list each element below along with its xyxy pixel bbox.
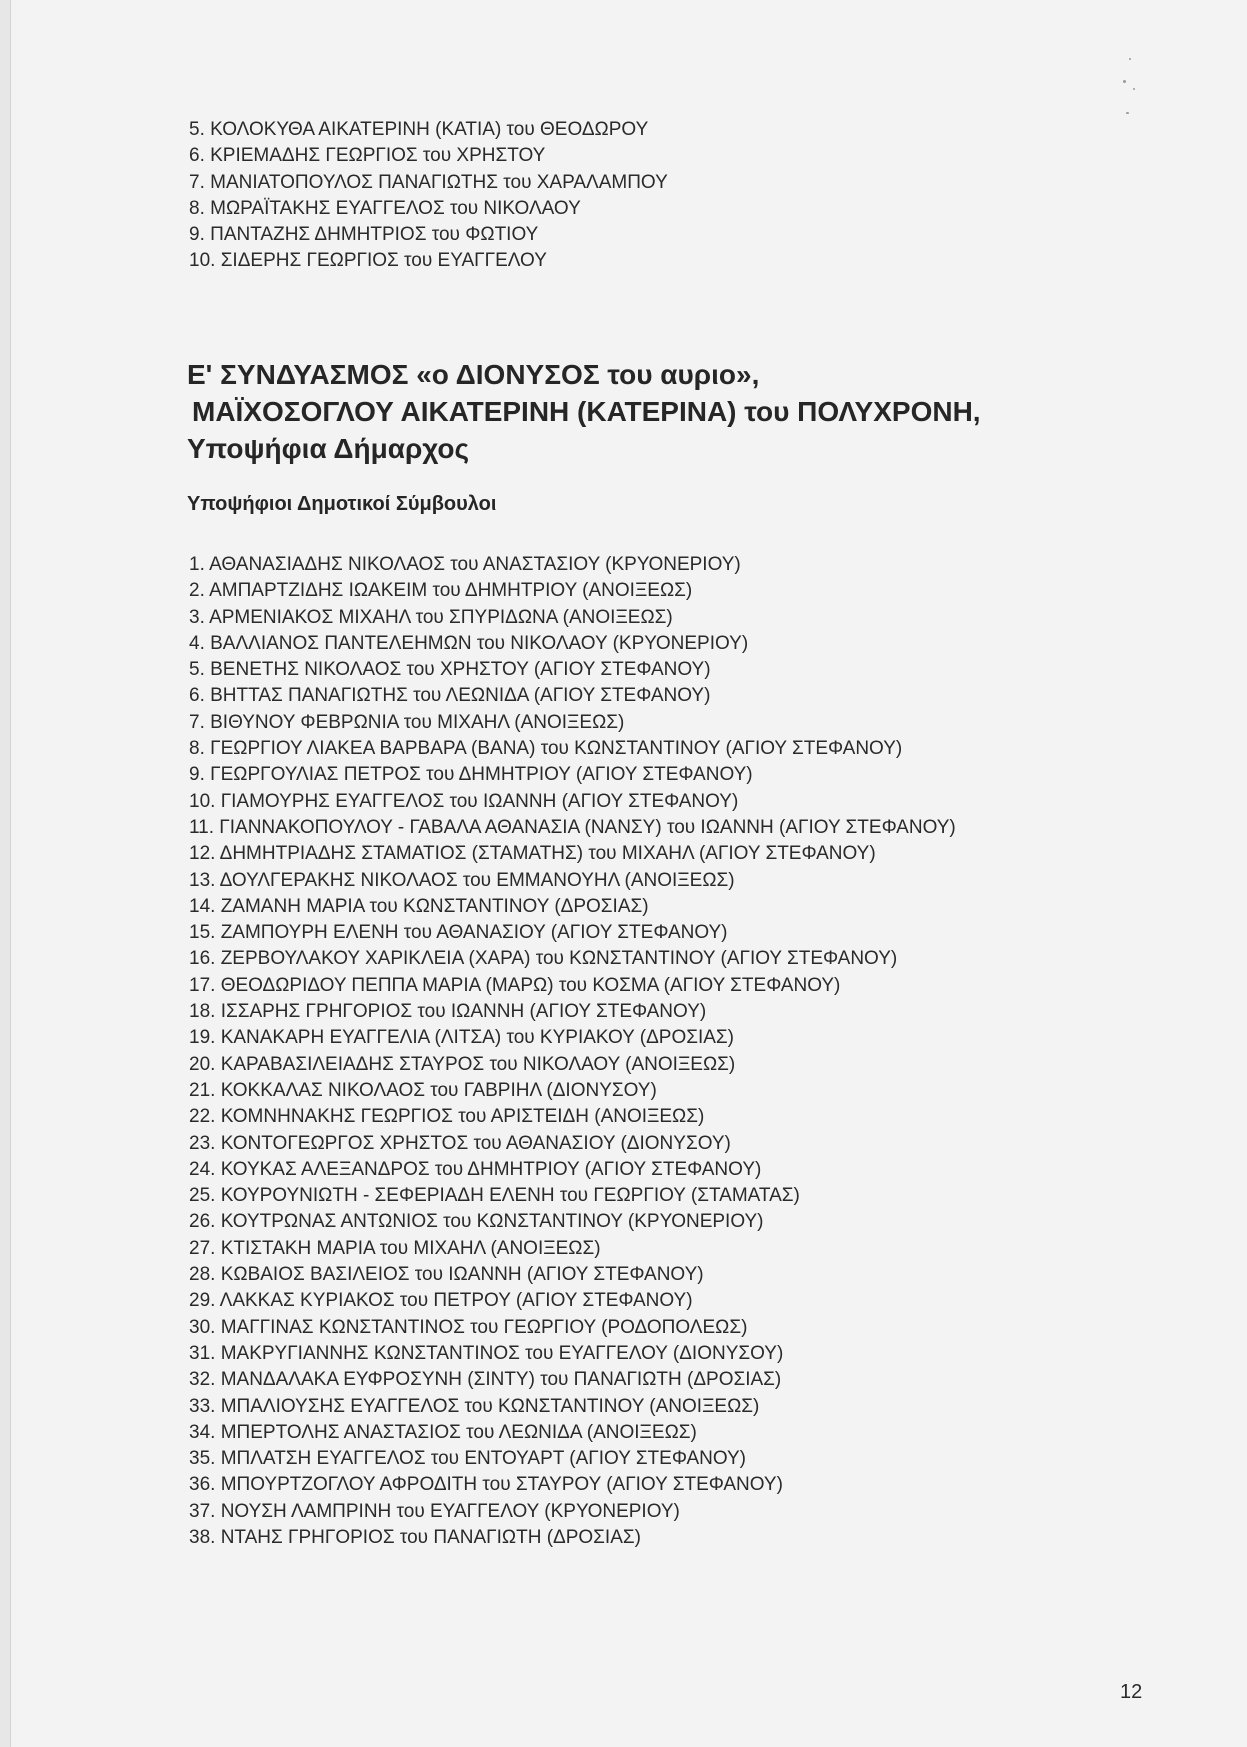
list-item: 28. ΚΩΒΑΙΟΣ ΒΑΣΙΛΕΙΟΣ του ΙΩΑΝΝΗ (ΑΓΙΟΥ ΣΤΕΦΑΝΟΥ) xyxy=(189,1264,704,1286)
list-item: 29. ΛΑΚΚΑΣ ΚΥΡΙΑΚΟΣ του ΠΕΤΡΟΥ (ΑΓΙΟΥ ΣΤΕΦΑΝΟΥ) xyxy=(189,1290,693,1312)
list-item: 1. ΑΘΑΝΑΣΙΑΔΗΣ ΝΙΚΟΛΑΟΣ του ΑΝΑΣΤΑΣΙΟΥ (ΚΡΥΟΝΕΡΙΟΥ) xyxy=(189,554,741,575)
list-item: 21. ΚΟΚΚΑΛΑΣ ΝΙΚΟΛΑΟΣ του ΓΑΒΡΙΗΛ (ΔΙΟΝΥΣΟΥ) xyxy=(189,1079,657,1101)
document-page xyxy=(10,0,1247,1747)
list-item: 10. ΓΙΑΜΟΥΡΗΣ ΕΥΑΓΓΕΛΟΣ του ΙΩΑΝΝΗ (ΑΓΙΟΥ ΣΤΕΦΑΝΟΥ) xyxy=(189,790,739,812)
list-item: 6. ΒΗΤΤΑΣ ΠΑΝΑΓΙΩΤΗΣ του ΛΕΩΝΙΔΑ (ΑΓΙΟΥ ΣΤΕΦΑΝΟΥ) xyxy=(189,685,711,707)
list-item: 7. ΒΙΘΥΝΟΥ ΦΕΒΡΩΝΙΑ του ΜΙΧΑΗΛ (ΑΝΟΙΞΕΩΣ) xyxy=(189,711,625,733)
list-item: 16. ΖΕΡΒΟΥΛΑΚΟΥ ΧΑΡΙΚΛΕΙΑ (ΧΑΡΑ) του ΚΩΝΣΤΑΝΤΙΝΟΥ (ΑΓΙΟΥ ΣΤΕΦΑΝΟΥ) xyxy=(189,948,898,970)
list-item: 12. ΔΗΜΗΤΡΙΑΔΗΣ ΣΤΑΜΑΤΙΟΣ (ΣΤΑΜΑΤΗΣ) του ΜΙΧΑΗΛ (ΑΓΙΟΥ ΣΤΕΦΑΝΟΥ) xyxy=(189,843,876,865)
list-item: 9. ΓΕΩΡΓΟΥΛΙΑΣ ΠΕΤΡΟΣ του ΔΗΜΗΤΡΙΟΥ (ΑΓΙΟΥ ΣΤΕΦΑΝΟΥ) xyxy=(189,764,753,786)
list-item: 8. ΓΕΩΡΓΙΟΥ ΛΙΑΚΕΑ ΒΑΡΒΑΡΑ (ΒΑΝΑ) του ΚΩΝΣΤΑΝΤΙΝΟΥ (ΑΓΙΟΥ ΣΤΕΦΑΝΟΥ) xyxy=(189,738,903,760)
list-item: 7. ΜΑΝΙΑΤΟΠΟΥΛΟΣ ΠΑΝΑΓΙΩΤΗΣ του ΧΑΡΑΛΑΜΠΟΥ xyxy=(189,171,668,193)
page-number: 12 xyxy=(1120,1681,1143,1703)
list-item: 25. ΚΟΥΡΟΥΝΙΩΤΗ - ΣΕΦΕΡΙΑΔΗ ΕΛΕΝΗ του ΓΕΩΡΓΙΟΥ (ΣΤΑΜΑΤΑΣ) xyxy=(189,1185,800,1207)
list-item: 36. ΜΠΟΥΡΤΖΟΓΛΟΥ ΑΦΡΟΔΙΤΗ του ΣΤΑΥΡΟΥ (ΑΓΙΟΥ ΣΤΕΦΑΝΟΥ) xyxy=(189,1474,783,1496)
list-item: 26. ΚΟΥΤΡΩΝΑΣ ΑΝΤΩΝΙΟΣ του ΚΩΝΣΤΑΝΤΙΝΟΥ (ΚΡΥΟΝΕΡΙΟΥ) xyxy=(189,1211,764,1233)
list-item: 15. ΖΑΜΠΟΥΡΗ ΕΛΕΝΗ του ΑΘΑΝΑΣΙΟΥ (ΑΓΙΟΥ ΣΤΕΦΑΝΟΥ) xyxy=(189,922,728,944)
list-item: 32. ΜΑΝΔΑΛΑΚΑ ΕΥΦΡΟΣΥΝΗ (ΣΙΝΤΥ) του ΠΑΝΑΓΙΩΤΗ (ΔΡΟΣΙΑΣ) xyxy=(189,1369,782,1391)
list-item: 8. ΜΩΡΑΪΤΑΚΗΣ ΕΥΑΓΓΕΛΟΣ του ΝΙΚΟΛΑΟΥ xyxy=(189,197,581,219)
list-item: 22. ΚΟΜΝΗΝΑΚΗΣ ΓΕΩΡΓΙΟΣ του ΑΡΙΣΤΕΙΔΗ (ΑΝΟΙΞΕΩΣ) xyxy=(189,1106,705,1128)
list-item: 31. ΜΑΚΡΥΓΙΑΝΝΗΣ ΚΩΝΣΤΑΝΤΙΝΟΣ του ΕΥΑΓΓΕΛΟΥ (ΔΙΟΝΥΣΟΥ) xyxy=(189,1342,784,1364)
councillor-candidates-list xyxy=(189,552,956,1551)
list-item: 3. ΑΡΜΕΝΙΑΚΟΣ ΜΙΧΑΗΛ του ΣΠΥΡΙΔΩΝΑ (ΑΝΟΙΞΕΩΣ) xyxy=(189,606,673,628)
list-item: 2. ΑΜΠΑΡΤΖΙΔΗΣ ΙΩΑΚΕΙΜ του ΔΗΜΗΤΡΙΟΥ (ΑΝΟΙΞΕΩΣ) xyxy=(189,580,693,602)
list-item: 35. ΜΠΛΑΤΣΗ ΕΥΑΓΓΕΛΟΣ του ΕΝΤΟΥΑΡΤ (ΑΓΙΟΥ ΣΤΕΦΑΝΟΥ) xyxy=(189,1448,747,1470)
councillors-subheading: Υποψήφιοι Δημοτικοί Σύμβουλοι xyxy=(187,493,497,515)
list-item: 34. ΜΠΕΡΤΟΛΗΣ ΑΝΑΣΤΑΣΙΟΣ του ΛΕΩΝΙΔΑ (ΑΝΟΙΞΕΩΣ) xyxy=(189,1421,697,1443)
list-item: 17. ΘΕΟΔΩΡΙΔΟΥ ΠΕΠΠΑ ΜΑΡΙΑ (ΜΑΡΩ) του ΚΟΣΜΑ (ΑΓΙΟΥ ΣΤΕΦΑΝΟΥ) xyxy=(189,974,841,996)
scan-specks xyxy=(1121,50,1151,130)
list-item: 13. ΔΟΥΛΓΕΡΑΚΗΣ ΝΙΚΟΛΑΟΣ του ΕΜΜΑΝΟΥΗΛ (ΑΝΟΙΞΕΩΣ) xyxy=(189,869,735,891)
list-item: 33. ΜΠΑΛΙΟΥΣΗΣ ΕΥΑΓΓΕΛΟΣ του ΚΩΝΣΤΑΝΤΙΝΟΥ (ΑΝΟΙΞΕΩΣ) xyxy=(189,1395,760,1417)
list-item: 20. ΚΑΡΑΒΑΣΙΛΕΙΑΔΗΣ ΣΤΑΥΡΟΣ του ΝΙΚΟΛΑΟΥ (ΑΝΟΙΞΕΩΣ) xyxy=(189,1053,736,1075)
list-item: 27. ΚΤΙΣΤΑΚΗ ΜΑΡΙΑ του ΜΙΧΑΗΛ (ΑΝΟΙΞΕΩΣ) xyxy=(189,1237,601,1259)
list-item: 18. ΙΣΣΑΡΗΣ ΓΡΗΓΟΡΙΟΣ του ΙΩΑΝΝΗ (ΑΓΙΟΥ ΣΤΕΦΑΝΟΥ) xyxy=(189,1001,707,1023)
list-item: 24. ΚΟΥΚΑΣ ΑΛΕΞΑΝΔΡΟΣ του ΔΗΜΗΤΡΙΟΥ (ΑΓΙΟΥ ΣΤΕΦΑΝΟΥ) xyxy=(189,1158,762,1180)
list-item: 11. ΓΙΑΝΝΑΚΟΠΟΥΛΟΥ - ΓΑΒΑΛΑ ΑΘΑΝΑΣΙΑ (ΝΑΝΣΥ) του ΙΩΑΝΝΗ (ΑΓΙΟΥ ΣΤΕΦΑΝΟΥ) xyxy=(189,816,956,838)
list-item: 6. ΚΡΙΕΜΑΔΗΣ ΓΕΩΡΓΙΟΣ του ΧΡΗΣΤΟΥ xyxy=(189,145,546,167)
list-item: 19. ΚΑΝΑΚΑΡΗ ΕΥΑΓΓΕΛΙΑ (ΛΙΤΣΑ) του ΚΥΡΙΑΚΟΥ (ΔΡΟΣΙΑΣ) xyxy=(189,1027,735,1049)
list-item: 9. ΠΑΝΤΑΖΗΣ ΔΗΜΗΤΡΙΟΣ του ΦΩΤΙΟΥ xyxy=(189,224,539,246)
list-item: 38. ΝΤΑΗΣ ΓΡΗΓΟΡΙΟΣ του ΠΑΝΑΓΙΩΤΗ (ΔΡΟΣΙΑΣ) xyxy=(189,1526,641,1548)
section-heading-coalition: Ε' ΣΥΝΔΥΑΣΜΟΣ «ο ΔΙΟΝΥΣΟΣ του αυριο», xyxy=(187,359,760,390)
list-item: 14. ΖΑΜΑΝΗ ΜΑΡΙΑ του ΚΩΝΣΤΑΝΤΙΝΟΥ (ΔΡΟΣΙΑΣ) xyxy=(189,895,649,917)
list-item: 5. ΚΟΛΟΚΥΘΑ ΑΙΚΑΤΕΡΙΝΗ (ΚΑΤΙΑ) του ΘΕΟΔΩΡΟΥ xyxy=(189,119,649,140)
previous-candidates-list xyxy=(189,117,668,275)
list-item: 30. ΜΑΓΓΙΝΑΣ ΚΩΝΣΤΑΝΤΙΝΟΣ του ΓΕΩΡΓΙΟΥ (ΡΟΔΟΠΟΛΕΩΣ) xyxy=(189,1316,748,1338)
list-item: 23. ΚΟΝΤΟΓΕΩΡΓΟΣ ΧΡΗΣΤΟΣ του ΑΘΑΝΑΣΙΟΥ (ΔΙΟΝΥΣΟΥ) xyxy=(189,1132,731,1154)
section-heading-role: Υποψήφια Δήμαρχος xyxy=(187,433,470,464)
list-item: 37. ΝΟΥΣΗ ΛΑΜΠΡΙΝΗ του ΕΥΑΓΓΕΛΟΥ (ΚΡΥΟΝΕΡΙΟΥ) xyxy=(189,1500,680,1522)
section-heading-mayor-candidate: ΜΑΪΧΟΣΟΓΛΟΥ ΑΙΚΑΤΕΡΙΝΗ (ΚΑΤΕΡΙΝΑ) του ΠΟΛΥΧΡΟΝΗ, xyxy=(192,396,981,427)
list-item: 5. ΒΕΝΕΤΗΣ ΝΙΚΟΛΑΟΣ του ΧΡΗΣΤΟΥ (ΑΓΙΟΥ ΣΤΕΦΑΝΟΥ) xyxy=(189,659,711,681)
list-item: 4. ΒΑΛΛΙΑΝΟΣ ΠΑΝΤΕΛΕΗΜΩΝ του ΝΙΚΟΛΑΟΥ (ΚΡΥΟΝΕΡΙΟΥ) xyxy=(189,632,749,654)
list-item: 10. ΣΙΔΕΡΗΣ ΓΕΩΡΓΙΟΣ του ΕΥΑΓΓΕΛΟΥ xyxy=(189,250,547,272)
